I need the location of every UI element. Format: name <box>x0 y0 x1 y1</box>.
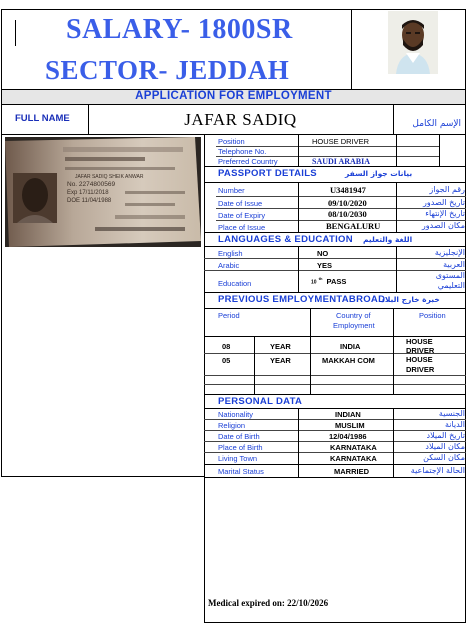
rule <box>204 270 466 271</box>
religion-arabic: الديانة <box>444 420 465 429</box>
col-divider <box>439 135 440 166</box>
english-value: NO <box>317 249 329 258</box>
pob-label: Place of Birth <box>218 443 263 452</box>
rule <box>204 258 466 259</box>
rule <box>204 394 466 395</box>
rule <box>204 292 466 293</box>
sector-heading: SECTOR- JEDDAH <box>45 55 290 85</box>
rule <box>204 232 466 233</box>
nationality-value: INDIAN <box>335 410 361 419</box>
employment-row-2-num: 05 <box>222 356 231 365</box>
english-arabic: الإنجليزية <box>434 248 465 257</box>
medical-expiry: Medical expired on: 22/10/2026 <box>208 598 329 608</box>
applicant-photo-image <box>388 11 438 74</box>
nationality-label: Nationality <box>218 410 254 419</box>
country-value: SAUDI ARABIA <box>312 157 371 166</box>
education-value: PASS <box>326 276 347 286</box>
country-header-1: Country of <box>336 311 371 320</box>
religion-value: MUSLIM <box>335 421 365 430</box>
col-divider <box>298 182 299 232</box>
pob-value: KARNATAKA <box>330 443 377 452</box>
passport-number-value: U3481947 <box>330 185 366 195</box>
employment-row-1-country: INDIA <box>340 342 361 351</box>
applicant-photo <box>388 11 438 74</box>
arabic-label: Arabic <box>218 261 240 270</box>
education-arabic-1: المستوى <box>435 271 465 280</box>
position-header: Position <box>419 311 446 320</box>
col-divider <box>396 135 397 166</box>
issue-place-value: BENGALURU <box>326 221 381 231</box>
photo-divider <box>351 9 352 89</box>
rule <box>204 308 466 309</box>
telephone-label: Telephone No. <box>218 147 267 156</box>
salary-heading: SALARY- 1800SR <box>66 14 293 45</box>
nationality-arabic: الجنسية <box>438 409 465 418</box>
passport-section-arabic: بيانات جواز السفر <box>345 169 413 178</box>
expiry-date-value: 08/10/2030 <box>328 209 367 219</box>
passport-scan <box>5 137 201 247</box>
employment-row-2-unit: YEAR <box>270 356 291 365</box>
issue-date-value: 09/10/2020 <box>328 198 367 208</box>
personal-section-title: PERSONAL DATA <box>218 396 303 407</box>
expiry-date-label: Date of Expiry <box>218 211 266 220</box>
name-divider-2 <box>393 105 394 135</box>
col-divider <box>310 336 311 394</box>
dob-value: 12/04/1986 <box>329 432 367 441</box>
full-name-label: FULL NAME <box>15 113 70 124</box>
col-divider <box>254 336 255 394</box>
passport-number-arabic: رقم الجواز <box>429 185 465 194</box>
position-label: Position <box>218 137 245 146</box>
arabic-arabic: العربية <box>443 260 465 269</box>
education-prefix: 10 <box>311 279 317 286</box>
employment-row-2-pos-2: DRIVER <box>406 365 435 374</box>
rule <box>204 477 466 478</box>
rule <box>204 408 466 409</box>
marital-value: MARRIED <box>334 467 369 476</box>
col-divider <box>298 135 299 166</box>
country-label: Preferred Country <box>218 157 278 166</box>
scan-doe-line: DOE 11/04/1988 <box>67 198 112 204</box>
col-divider <box>393 408 394 477</box>
issue-date-arabic: تاريخ الصدور <box>423 198 465 207</box>
rule <box>204 375 466 376</box>
arabic-value: YES <box>317 261 333 270</box>
dob-arabic: تاريخ الميلاد <box>426 431 465 440</box>
col-divider <box>396 246 397 292</box>
english-label: English <box>218 249 243 258</box>
languages-section-arabic: اللغة والتعليم <box>363 235 413 244</box>
full-name-arabic: الإسم الكامل <box>412 119 461 129</box>
full-name-value: JAFAR SADIQ <box>184 110 297 129</box>
living-town-value: KARNATAKA <box>330 454 377 463</box>
passport-number-label: Number <box>218 186 245 195</box>
rule <box>204 464 466 465</box>
employment-row-1-pos-1: HOUSE <box>406 337 433 346</box>
country-header-2: Employment <box>333 321 375 330</box>
employment-section-arabic: خبرة خارج البلاد <box>381 295 440 304</box>
issue-place-label: Place of Issue <box>218 223 266 232</box>
rule <box>204 182 466 183</box>
issue-place-arabic: مكان الصدور <box>421 221 465 230</box>
col-divider <box>393 336 394 394</box>
employment-row-1-pos-2: DRIVER <box>406 346 435 355</box>
education-sup: th <box>318 276 323 281</box>
col-divider <box>396 182 397 232</box>
position-value: HOUSE DRIVER <box>312 137 370 146</box>
rule <box>216 196 466 197</box>
issue-date-label: Date of Issue <box>218 199 263 208</box>
rule <box>204 166 466 167</box>
col-divider <box>298 246 299 292</box>
education-label: Education <box>218 279 252 288</box>
religion-label: Religion <box>218 421 246 430</box>
education-arabic-2: التعليمي <box>437 281 465 290</box>
employment-section-title: PREVIOUS EMPLOYMENTABROAD <box>218 294 386 305</box>
living-town-label: Living Town <box>218 454 258 463</box>
marital-arabic: الحالة الإجتماعية <box>410 466 465 475</box>
application-title: APPLICATION FOR EMPLOYMENT <box>135 90 332 102</box>
expiry-date-arabic: تاريخ الإنتهاء <box>425 209 465 218</box>
header-left-tick <box>15 20 16 46</box>
employment-row-1-unit: YEAR <box>270 342 291 351</box>
marital-label: Marital Status <box>218 467 264 476</box>
rule <box>204 419 466 420</box>
rule <box>204 246 466 247</box>
employment-row-1-num: 08 <box>222 342 231 351</box>
education-value-group <box>311 276 346 286</box>
passport-section-title: PASSPORT DETAILS <box>218 168 317 179</box>
employment-row-2-pos-1: HOUSE <box>406 355 433 364</box>
scan-no-line: No. 2274800569 <box>67 181 116 188</box>
employment-row-2-country: MAKKAH COM <box>322 356 375 365</box>
scan-name-line: JAFAR SADIQ SHEIK ANWAR <box>75 174 144 180</box>
pob-arabic: مكان الميلاد <box>425 442 465 451</box>
dob-label: Date of Birth <box>218 432 260 441</box>
languages-section-title: LANGUAGES & EDUCATION <box>218 234 353 245</box>
living-town-arabic: مكان السكن <box>423 453 465 462</box>
period-header: Period <box>218 311 240 320</box>
rule <box>204 384 466 385</box>
col-divider <box>298 408 299 477</box>
scan-exp-line: Exp 17/11/2018 <box>67 190 109 196</box>
